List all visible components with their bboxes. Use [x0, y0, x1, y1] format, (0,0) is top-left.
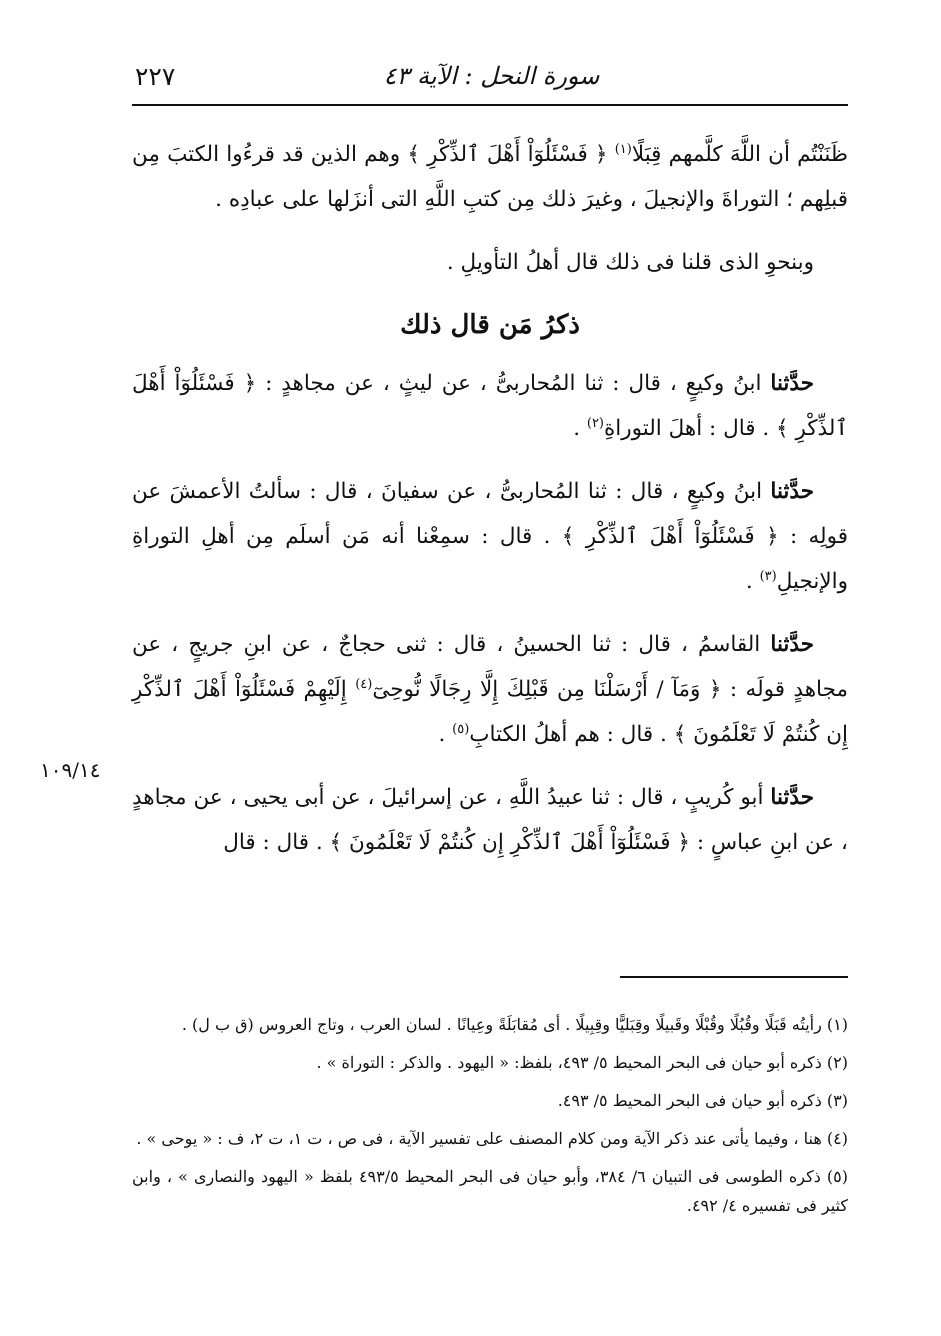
narration-3	[132, 622, 848, 757]
running-title: سورة النحل : الآية ٤٣	[383, 62, 600, 90]
narration-lead: حدَّثنا	[770, 479, 814, 504]
narration-4	[132, 775, 848, 865]
page-number: ٢٢٧	[135, 62, 176, 91]
narration-lead: حدَّثنا	[770, 632, 814, 657]
margin-reference: ١٠٩/١٤	[40, 758, 101, 782]
footnote-4: (٤) هنا ، وفيما يأتى عند ذكر الآية ومن كلام المصنف على تفسير الآية ، فى ص ، ت ١، ت ٢، ف : « يوحى » .	[136, 1129, 848, 1148]
narration-2	[132, 469, 848, 604]
main-text	[132, 132, 848, 883]
narration-tail: .	[573, 416, 587, 441]
narration-lead: حدَّثنا	[770, 785, 814, 810]
narration-tail: .	[438, 722, 453, 747]
footnote-marker: (٣)	[759, 568, 777, 584]
footnote-marker: (١)	[614, 141, 632, 157]
footnote-1: (١) رأيتُه قَبَلًا وقُبُلًا وقُبْلًا وقَبيلًا وقِبَليًّا وقِبِيلًا . أى مُقابَلَةً وعِيانًا . لسان العرب ، وتاج العروس (ق ب ل) .	[181, 1015, 848, 1034]
narration-lead: حدَّثنا	[770, 371, 814, 396]
paragraph-text: ظَنَنْتُم أن اللَّهَ كلَّمهم قِبَلًا	[631, 142, 848, 167]
section-heading: ذكرُ مَن قال ذلك	[400, 310, 580, 340]
footnote-rule	[620, 976, 848, 978]
footnote-3: (٣) ذكره أبو حيان فى البحر المحيط ٥/ ٤٩٣.	[557, 1091, 848, 1110]
page-header	[135, 62, 848, 96]
footnotes	[132, 1010, 848, 1229]
narration-text: إِلَيْهِمْ فَسْئَلُوٓاْ أَهْلَ ٱلذِّكْرِ إِن كُنتُمْ لَا تَعْلَمُونَ ﴾ . قال : هم أهلُ الكتابِ	[132, 677, 848, 747]
footnote-marker: (٤)	[355, 676, 373, 692]
narration-1	[132, 361, 848, 451]
header-rule	[132, 104, 848, 106]
narration-text: ابنُ وكيعٍ ، قال : ثنا المُحاربىُّ ، عن ليثٍ ، عن مجاهدٍ : ﴿ فَسْئَلُوٓاْ أَهْلَ ٱلذِّكْرِ ﴾ . قال : أهلَ التوراةِ	[132, 371, 848, 441]
paragraph-text: ﴿ فَسْئَلُوٓاْ أَهْلَ ٱلذِّكْرِ ﴾ وهم الذين قد قرءُوا الكتبَ مِن قبلِهم ؛ التوراةَ والإنجيلَ ، وغيرَ ذلك مِن كتبِ اللَّهِ التى أنزَلها على عبادِه .	[132, 142, 848, 212]
footnote-marker: (٢)	[586, 415, 604, 431]
paragraph-1	[132, 132, 848, 222]
footnote-marker: (٥)	[452, 721, 470, 737]
narration-tail: .	[745, 569, 760, 594]
narration-text: القاسمُ ، قال : ثنا الحسينُ ، قال : ثنى حجاجٌ ، عن ابنِ جريجٍ ، عن مجاهدٍ قولَه : ﴿ وَمَآ / أَرْسَلْنَا مِن قَبْلِكَ إِلَّا رِجَالًا نُّوحِىٓ	[132, 632, 848, 702]
footnote-5: (٥) ذكره الطوسى فى التبيان ٦/ ٣٨٤، وأبو حيان فى البحر المحيط ٤٩٣/٥ بلفظ « اليهود والنصارى » ، وابن كثير فى تفسيره ٤/ ٤٩٢.	[132, 1167, 849, 1215]
paragraph-text: وبنحوِ الذى قلنا فى ذلك قال أهلُ التأويلِ .	[446, 250, 814, 275]
footnote-2: (٢) ذكره أبو حيان فى البحر المحيط ٥/ ٤٩٣، بلفظ: « اليهود . والذكر : التوراة » .	[316, 1053, 848, 1072]
narration-text: أبو كُريبٍ ، قال : ثنا عبيدُ اللَّهِ ، عن إسرائيلَ ، عن أبى يحيى ، عن مجاهدٍ ، عن ابنِ عباسٍ : ﴿ فَسْئَلُوٓاْ أَهْلَ ٱلذِّكْرِ إِن كُنتُمْ لَا تَعْلَمُونَ ﴾ . قال : قال	[132, 785, 848, 855]
paragraph-2	[132, 240, 848, 285]
narration-text: ابنُ وكيعٍ ، قال : ثنا المُحاربىُّ ، عن سفيانَ ، قال : سألتُ الأعمشَ عن قولِه : ﴿ فَسْئَلُوٓاْ أَهْلَ ٱلذِّكْرِ ﴾ . قال : سمِعْنا أنه مَن أسلَم مِن أهلِ التوراةِ والإنجيلِ	[132, 479, 848, 594]
